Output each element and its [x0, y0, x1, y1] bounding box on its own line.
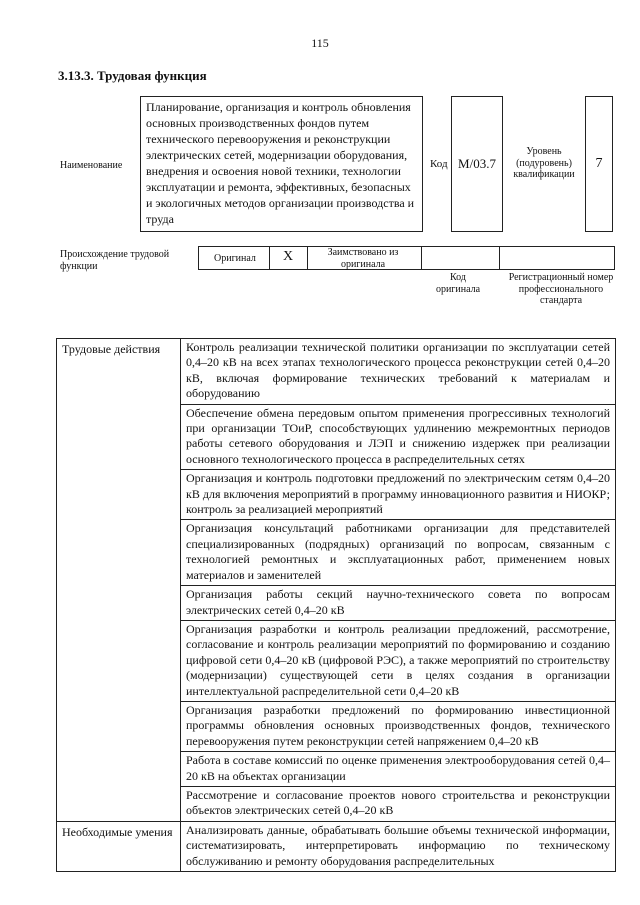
action-item: Работа в составе комиссий по оценке применения электрооборудования сетей 0,4–20 кВ на объектах организации [181, 752, 616, 787]
action-item: Организация разработки и контроль реализации предложений, рассмотрение, согласование и контроль реализации мероприятий по формированию и созданию цифровой сети 0,4–20 кВ (цифровой РЭС), а также мероприятий по строительству (модернизации) существующей сети в целях создания в организации интеллектуальной распределительной сети 0,4–20 кВ [181, 620, 616, 701]
action-item: Организация консультаций работниками организации для представителей специализированных (подрядных) организаций по вопросам, связанным с технологией ремонтных и эксплуатационных работ, применением новых материалов и заменителей [181, 520, 616, 586]
action-item: Организация работы секций научно-технического совета по вопросам электрических сетей 0,4–20 кВ [181, 586, 616, 621]
level-value: 7 [595, 156, 603, 171]
action-item: Обеспечение обмена передовым опытом применения прогрессивных технологий при организации ТОиР, способствующих удлинению межремонтных периодов работы сетевого оборудования и ЛЭП и снижению издержек при реализации основного технологического процесса в распределительных сетях [181, 404, 616, 470]
table-row [57, 339, 616, 405]
table-row [57, 821, 616, 871]
level-label: Уровень (подуровень) квалификации [513, 146, 575, 180]
code-original-caption: Код оригинала [435, 272, 481, 295]
code-value: M/03.7 [458, 156, 496, 171]
actions-label: Трудовые действия [57, 339, 181, 822]
code-box [451, 96, 503, 232]
original-label: Оригинал [214, 253, 256, 264]
borrowed-label: Заимствовано из оригинала [327, 247, 399, 270]
function-name-box [140, 96, 423, 232]
origin-label: Происхождение трудовой функции [60, 249, 170, 272]
level-box [585, 96, 613, 232]
action-item: Рассмотрение и согласование проектов нового строительства и реконструкции объектов электрических сетей 0,4–20 кВ [181, 786, 616, 821]
section-heading: 3.13.3. Трудовая функция [58, 68, 207, 83]
labor-function-table [56, 338, 616, 872]
action-item: Организация разработки предложений по формированию инвестиционной программы обновления основных производственных фондов, технического перевооружения путем реконструкции сетей напряжением 0,4–20 кВ [181, 701, 616, 751]
skills-label: Необходимые умения [57, 821, 181, 871]
function-name-text: Планирование, организация и контроль обновления основных производственных фондов путем технического перевооружения и реконструкции электрических сетей, модернизации оборудования, внедрения и освоения новой техники, технологии эксплуатации и ремонта, эффективных, безопасных и экологичных методов организации производства и труда [146, 100, 415, 226]
action-item: Контроль реализации технической политики организации по эксплуатации сетей 0,4–20 кВ на всех этапах технологического процесса реконструкции сетей 0,4–20 кВ, включая формирование технических требований к материалам и оборудованию [181, 339, 616, 405]
skill-item: Анализировать данные, обрабатывать большие объемы технической информации, систематизировать, интерпретировать информацию по техническому обслуживанию и ремонту оборудования распределительных [181, 821, 616, 871]
page-number: 115 [311, 36, 329, 50]
code-label: Код [430, 158, 448, 170]
original-mark: X [283, 249, 294, 264]
registration-caption: Регистрационный номер профессионального стандарта [508, 272, 614, 306]
action-item: Организация и контроль подготовки предложений по электрическим сетям 0,4–20 кВ для включения мероприятий в программу инновационного развития и НИОКР; контроль за реализацией мероприятий [181, 470, 616, 520]
name-label: Наименование [60, 160, 123, 171]
